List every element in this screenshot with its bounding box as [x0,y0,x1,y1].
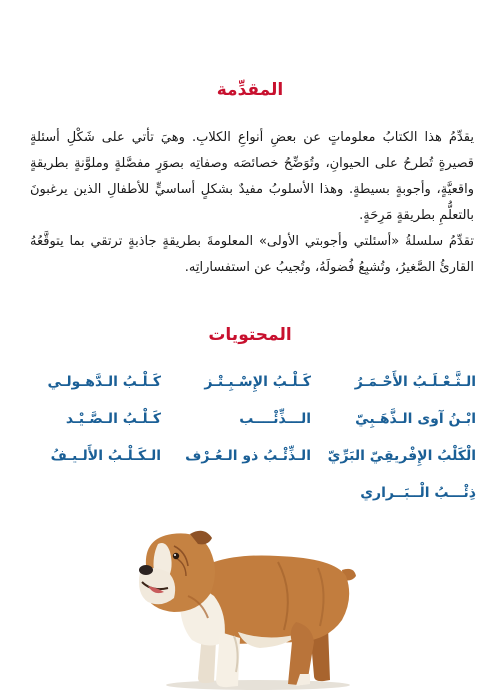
intro-text [30,125,474,281]
intro-title: المقدِّمة [216,80,284,100]
contents-item[interactable]: كَـلْـبُ الإِسْـبِـتْـز [204,374,311,390]
contents-item[interactable]: ذِئْـــبُ الْــبَــراري [360,485,476,501]
contents-title: المحتويات [208,325,292,345]
contents-item[interactable]: الـكَـلْـبُ الأَلـيـفُ [50,448,161,464]
bulldog-illustration [128,522,364,692]
contents-list [24,370,476,518]
contents-item[interactable]: كَـلْـبُ الـدَّهـولـي [47,374,161,390]
contents-item[interactable]: ابْـنُ آوى الـذَّهَـبِيّ [355,411,476,427]
contents-item[interactable]: الـــذِّئْــــب [239,411,311,427]
contents-item[interactable]: كَـلْـبُ الـصَّـيْـد [65,411,161,427]
contents-item[interactable]: الـثَّـعْـلَـبُ الأَحْـمَـرُ [354,374,476,390]
intro-paragraph-2: تقدِّمُ سلسلةُ «أسئلتي وأجوبتي الأولى» المعلومةَ بطريقةٍ جاذبةٍ ترتقي بما يتوقَّعُهُ القارئُ الصَّغيرُ، وتُشبِعُ فُضولَهُ، وتُجيبُ عن استفساراتِه. [30,234,474,275]
contents-item[interactable]: الْكَلْبُ الإِفْريقِيّ البَرِّيّ [327,448,476,464]
contents-item[interactable]: الـذِّئْـبُ ذو الـعُـرْف [185,448,311,464]
intro-paragraph-1: يقدِّمُ هذا الكتابُ معلوماتٍ عن بعضِ أنواعِ الكلابِ. وهيَ تأتي على شَكْلِ أسئلةٍ قصيرةٍ تُطرحُ على الحيوانِ، وتُوَضِّحُ خصائصَه وصفاتِه بصوَرٍ مفصَّلةٍ وملوَّنةٍ بطريقةٍ واقعيَّةٍ، وأجوبةٍ بسيطةٍ. وهذا الأسلوبُ مفيدٌ بشكلٍ أساسيٍّ للأطفالِ الذين يرغبونَ بالتعلُّمِ بطريقةٍ مَرِحَةٍ. [30,130,474,223]
